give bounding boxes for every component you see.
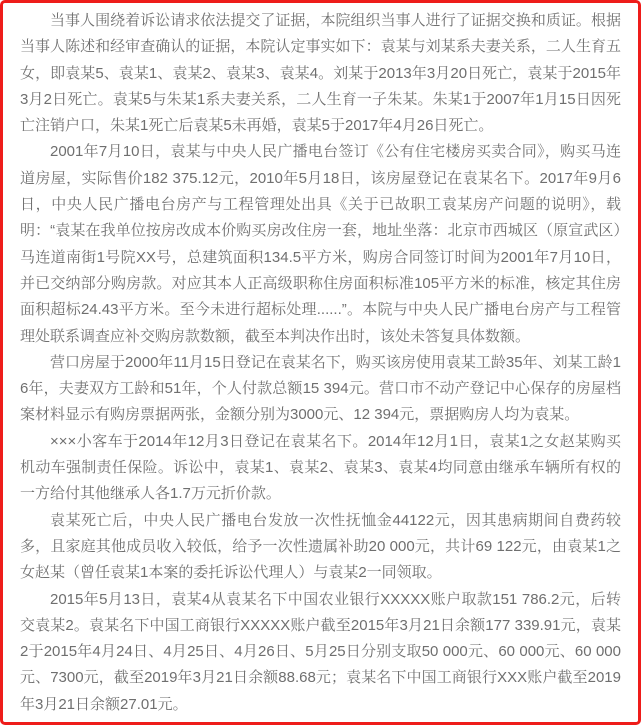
paragraph-yingkou-house: 营口房屋于2000年11月15日登记在袁某名下，购买该房使用袁某工龄35年、刘某工龄16年，夫妻双方工龄和51年，个人付款总额15 394元。营口市不动产登记中心保存的房屋档案材料显示有购房票据两张，金额分别为3000元、12 394元，票据购房人均为袁某。 xyxy=(20,353,621,424)
paragraph-passenger-car: ×××小客车于2014年12月3日登记在袁某名下。2014年12月1日，袁某1之女赵某购买机动车强制责任保险。诉讼中，袁某1、袁某2、袁某3、袁某4均同意由继承车辆所有权的一方给付其他继承人各1.7万元折价款。 xyxy=(20,432,621,503)
paragraph-bank-accounts: 2015年5月13日，袁某4从袁某名下中国农业银行XXXXX账户取款151 786.2元，后转交袁某2。袁某名下中国工商银行XXXXX账户截至2015年3月21日余额177 339.91元，袁某2于2015年4月24日、4月25日、4月26日、5月25日分别支取50 000元、60 000元、60 000元、7300元，截至2019年3月21日余额88.68元；袁某名下中国工商银行XXX账户截至2019年3月21日余额27.01元。 xyxy=(20,590,621,713)
paragraph-malian-road-house: 2001年7月10日，袁某与中央人民广播电台签订《公有住宅楼房买卖合同》，购买马连道房屋，实际售价182 375.12元，2010年5月18日，该房屋登记在袁某名下。2017年9月6日，中央人民广播电台房产与工程管理处出具《关于已故职工袁某房产问题的说明》，载明：“袁某在我单位按房改成本价购买房改住房一套，地址坐落：北京市西城区（原宣武区）马连道南街1号院XX号，总建筑面积134.5平方米，购房合同签订时间为2001年7月10日，并已交纳部分购房款。对应其本人正高级职称住房面积标准105平方米的标准，核定其住房面积超标24.43平方米。至今未进行超标处理......”。本院与中央人民广播电台房产与工程管理处联系调查应补交购房款数额，截至本判决作出时，该处未答复具体数额。 xyxy=(20,143,621,345)
paragraph-evidence-and-family-facts: 当事人围绕着诉讼请求依法提交了证据，本院组织当事人进行了证据交换和质证。根据当事人陈述和经审查确认的证据，本院认定事实如下：袁某与刘某系夫妻关系，二人生育五女，即袁某5、袁某1、袁某2、袁某3、袁某4。刘某于2013年3月20日死亡，袁某于2015年3月2日死亡。袁某5与朱某1系夫妻关系，二人生育一子朱某。朱某1于2007年1月15日因死亡注销户口，朱某1死亡后袁某5未再婚，袁某5于2017年4月26日死亡。 xyxy=(20,12,621,135)
paragraph-pension-payments: 袁某死亡后，中央人民广播电台发放一次性抚恤金44122元，因其患病期间自费药较多，且家庭其他成员收入较低，给予一次性遗属补助20 000元，共计69 122元，由袁某1之女赵某（曾任袁某1本案的委托诉讼代理人）与袁某2一同领取。 xyxy=(20,511,621,582)
